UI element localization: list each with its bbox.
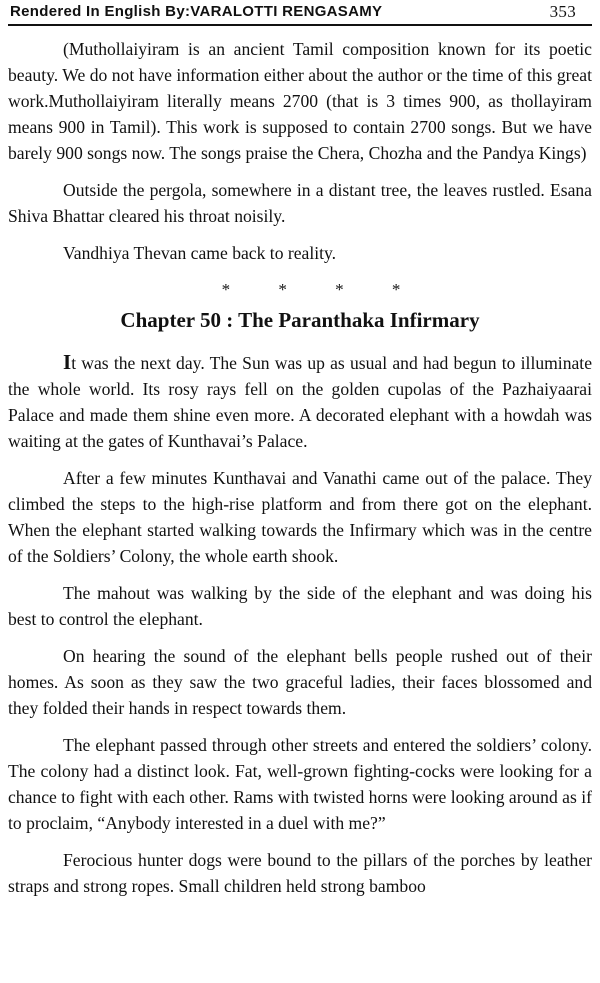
chapter-first-paragraph (8, 349, 592, 454)
initial-letter: I (63, 350, 72, 374)
page-number: 353 (549, 2, 576, 21)
section-separator: * * * * (221, 280, 423, 299)
running-header (8, 2, 592, 26)
paragraph-hunter-dogs: Ferocious hunter dogs were bound to the pillars of the porches by leather straps and strong ropes. Small children held strong bamboo (8, 850, 592, 896)
chapter-title: Chapter 50 : The Paranthaka Infirmary (120, 308, 480, 332)
paragraph-climbing-elephant: After a few minutes Kunthavai and Vanathi came out of the palace. They climbed the steps to the high-rise platform and from there got on the elephant. When the elephant started walking towards the Infirmary which was in the centre of the Soldiers’ Colony, the whole earth shook. (8, 468, 592, 566)
paragraph-soldiers-colony: The elephant passed through other streets and entered the soldiers’ colony. The colony had a distinct look. Fat, well-grown fighting-cocks were looking for a chance to fight with each other. Rams with twisted horns were looking around as if to proclaim, “Anybody interested in a duel with me?” (8, 735, 592, 833)
paragraph-pergola: Outside the pergola, somewhere in a distant tree, the leaves rustled. Esana Shiva Bhattar cleared his throat noisily. (8, 180, 592, 226)
first-paragraph-text: t was the next day. The Sun was up as usual and had begun to illuminate the whole world. Its rosy rays fell on the golden cupolas of the Pazhaiyaarai Palace and made them shine even more. A decorated elephant with a howdah was waiting at the gates of Kunthavai’s Palace. (8, 353, 592, 451)
page-body (8, 36, 592, 899)
paragraph-reality: Vandhiya Thevan came back to reality. (63, 243, 337, 263)
paragraph-mahout: The mahout was walking by the side of the elephant and was doing his best to control the elephant. (8, 583, 592, 629)
paragraph-elephant-bells: On hearing the sound of the elephant bells people rushed out of their homes. As soon as they saw the two graceful ladies, their faces blossomed and they folded their hands in respect towards them. (8, 646, 592, 718)
paragraph-muthollaiyiram-note: (Muthollaiyiram is an ancient Tamil composition known for its poetic beauty. We do not have information either about the author or the time of this great work.Muthollaiyiram literally means 2700 (that is 3 times 900, as thollayiram means 900 in Tamil). This work is supposed to contain 2700 songs. But we have barely 900 songs now. The songs praise the Chera, Chozha and the Pandya Kings) (8, 39, 592, 163)
running-title: Rendered In English By:VARALOTTI RENGASAMY (10, 3, 383, 20)
